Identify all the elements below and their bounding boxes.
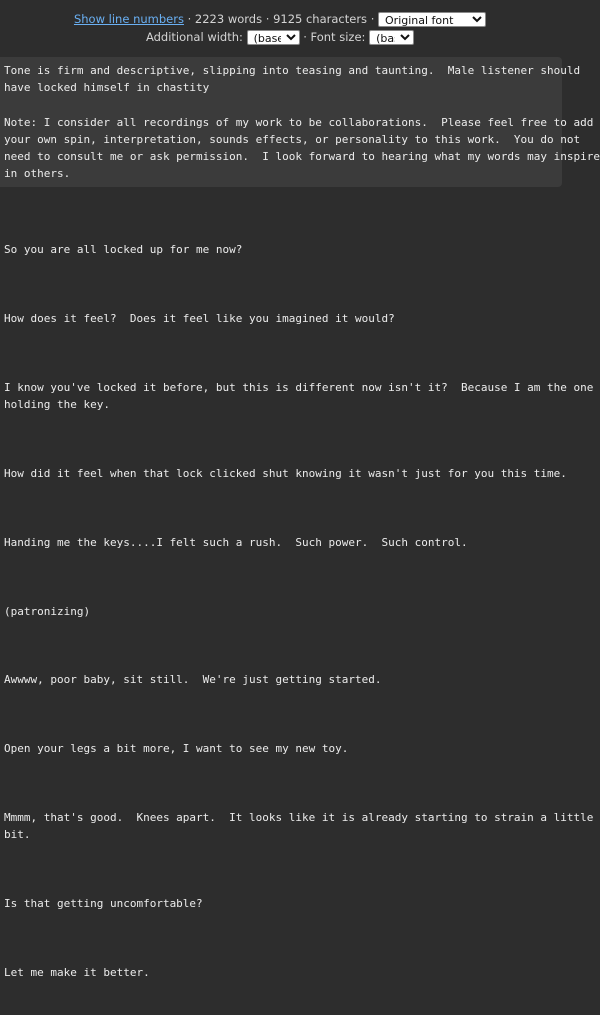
story-text	[4, 207, 596, 1015]
toolbar-row-stats	[0, 10, 560, 28]
story-paragraph: (patronizing)	[4, 604, 91, 618]
note-line: your own spin, interpretation, sounds effects, or personality to this work. You do not	[4, 132, 581, 146]
additional-width-select[interactable]	[247, 30, 300, 45]
story-paragraph: How does it feel? Does it feel like you imagined it would?	[4, 312, 395, 326]
note-line: need to consult me or ask permission. I look forward to hearing what my words may inspire	[4, 150, 600, 164]
story-paragraph: Awwww, poor baby, sit still. We're just getting started.	[4, 673, 382, 687]
separator: ·	[367, 12, 379, 26]
note-line: in others.	[4, 167, 71, 181]
note-line: Note: I consider all recordings of my work to be collaborations. Please feel free to add	[4, 115, 594, 129]
story-paragraph: Open your legs a bit more, I want to see my new toy.	[4, 742, 349, 756]
author-note-text	[4, 62, 600, 182]
separator: ·	[262, 12, 274, 26]
story-paragraph: I know you've locked it before, but this is different now isn't it? Because I am the one holding the key.	[4, 381, 594, 412]
additional-width-label: Additional width:	[145, 30, 243, 44]
story-paragraph: So you are all locked up for me now?	[4, 243, 243, 257]
separator: ·	[299, 30, 311, 44]
story-paragraph: How did it feel when that lock clicked shut knowing it wasn't just for you this time.	[4, 467, 567, 480]
show-line-numbers-link[interactable]: Show line numbers	[73, 12, 184, 26]
toolbar	[0, 10, 560, 46]
font-select[interactable]	[378, 12, 486, 27]
story-paragraph: Handing me the keys....I felt such a rush. Such power. Such control.	[4, 535, 468, 549]
story-paragraph: Let me make it better.	[4, 965, 150, 979]
font-size-select[interactable]	[369, 30, 414, 45]
note-line	[4, 96, 600, 113]
note-line: have locked himself in chastity	[4, 81, 210, 95]
story-paragraph: Is that getting uncomfortable?	[4, 896, 203, 910]
story-paragraph: Mmmm, that's good. Knees apart. It looks like it is already starting to strain a little bit.	[4, 810, 594, 842]
character-count: 9125 characters	[273, 12, 368, 26]
word-count: 2223 words	[194, 12, 263, 26]
font-size-label: Font size:	[310, 30, 366, 44]
note-line: Tone is firm and descriptive, slipping into teasing and taunting. Male listener should	[4, 64, 581, 77]
toolbar-row-layout	[0, 28, 560, 46]
separator: ·	[183, 12, 195, 26]
